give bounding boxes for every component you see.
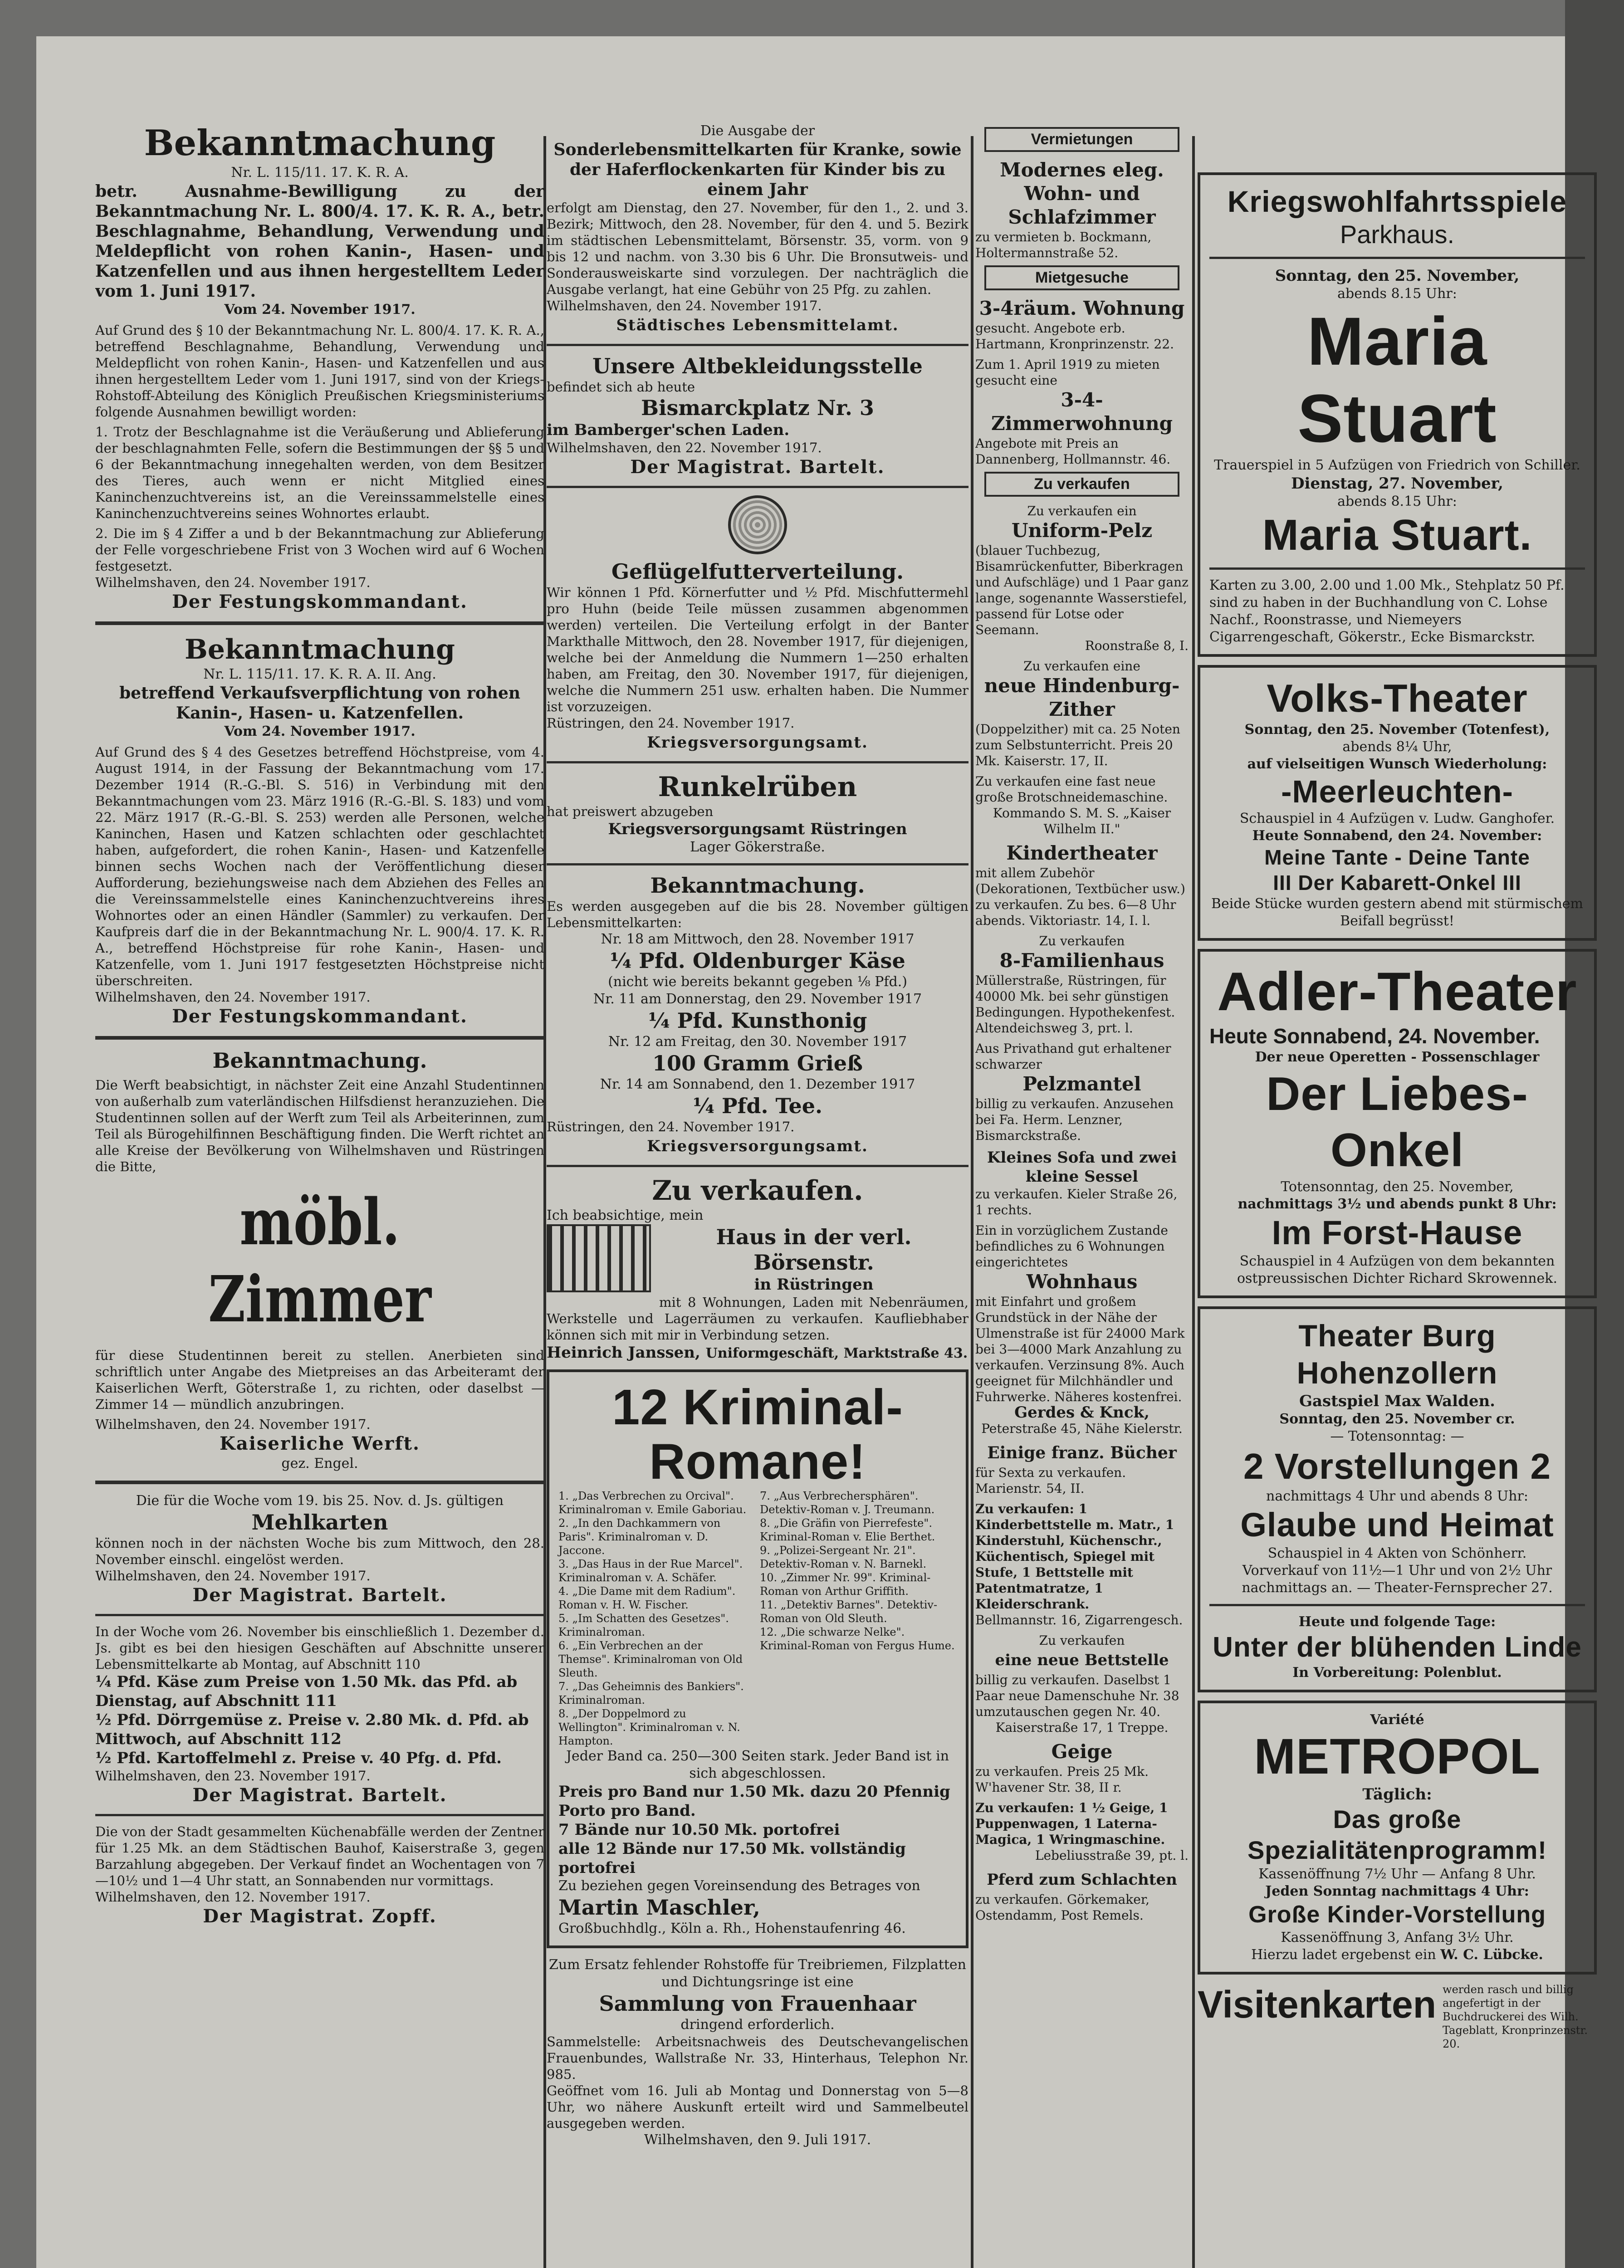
notice-address: Bismarckplatz Nr. 3 bbox=[641, 396, 874, 420]
divider bbox=[95, 1814, 544, 1816]
notice-signature-name: gez. Engel. bbox=[281, 1456, 358, 1471]
notice-text: Wir können 1 Pfd. Körnerfutter und ½ Pfd. Mischfuttermehl pro Huhn (beide Teile müssen zusammen abgenommen werden) verteilen. Die Verteilung erfolgt in der Banter Markthalle Mittwoch, den 28. November 1917, für diejenigen, welche bei der Anmeldung die Nummern 1—250 erhalten haben, am Freitag, den 30. November 1917, für diejenigen, welche die Nummern 251 usw. erhalten haben. Die Nummer ist vorzuzeigen. bbox=[547, 585, 969, 714]
ad-adler-theater bbox=[1198, 949, 1597, 1298]
ad-description: Trauerspiel in 5 Aufzügen von Friedrich von Schiller. bbox=[1214, 457, 1580, 473]
classified-text: Zu verkaufen: 1 Kinderbettstelle m. Matr., 1 Kinderstuhl, Küchenschr., Küchentisch, Spiegel mit Stufe, 1 Bettstelle mit Patentmatratze, 1 Kleiderschrank. bbox=[975, 1501, 1174, 1612]
ad-location: in Rüstringen bbox=[754, 1276, 874, 1294]
notice-signature: Kaiserliche Werft. bbox=[220, 1433, 420, 1454]
classified-ad bbox=[975, 1501, 1189, 1628]
notice-date: Vom 24. November 1917. bbox=[224, 723, 416, 739]
divider bbox=[547, 344, 969, 346]
ad-play-title: Glaube und Heimat bbox=[1240, 1506, 1554, 1544]
classified-ad bbox=[975, 1868, 1189, 1923]
notice-text: 2. Die im § 4 Ziffer a und b der Bekanntmachung zur Ablieferung der Felle vorgeschriebene Frist von 3 Wochen wird auf 6 Wochen festgesetzt. bbox=[95, 526, 544, 574]
ad-title: Visitenkarten bbox=[1198, 1983, 1437, 2026]
notice-text: Sammelstelle: Arbeitsnachweis des Deutschevangelischen Frauenbundes, Wallstraße Nr. 33, Hinterhaus, Telephon Nr. 985. bbox=[547, 2034, 969, 2082]
ad-text: mit 8 Wohnungen, Laden mit Nebenräumen, Werkstelle und Lagerräumen zu verkaufen. Kaufliebhaber können sich mit mir in Verbindung setzen. bbox=[547, 1295, 969, 1343]
classified-text: billig zu verkaufen. Daselbst 1 Paar neue Damenschuhe Nr. 38 umzutauschen gegen Nr. 40. bbox=[975, 1672, 1179, 1719]
ad-headline: 12 Kriminal-Romane! bbox=[612, 1379, 903, 1490]
classified-text: (Doppelzither) mit ca. 25 Noten zum Selbstunterricht. Preis 20 Mk. Kaiserstr. 17, II. bbox=[975, 722, 1180, 768]
classified-text: mit Einfahrt und großem Grundstück in der Nähe der Ulmenstraße ist für 24000 Mark bei 3—4000 Mark Anzahlung zu verkaufen. Verzinsung 8%. Auch geeignet für Milchhändler und Fuhrwerke. Näheres kostenfrei. bbox=[975, 1294, 1185, 1404]
column-2 bbox=[547, 122, 969, 2149]
notice-text: Die Werft beabsichtigt, in nächster Zeit eine Anzahl Studentinnen von außerhalb zum vaterländischen Hilfsdienst heranzuziehen. Die Studentinnen sollen auf der Werft zum Teil als Arbeiterinnen, zum Teil als Bürogehilfinnen Beschäftigung finden. Die Werft richtet an alle Kreise der Bevölkerung von Wilhelmshaven und Rüstringen die Bitte, bbox=[95, 1077, 544, 1174]
notice-signature: Der Magistrat. Zopff. bbox=[203, 1906, 437, 1927]
classified-text: billig zu verkaufen. Anzusehen bei Fa. Herm. Lenzner, Bismarckstraße. bbox=[975, 1096, 1174, 1143]
ad-program: Das große Spezialitätenprogramm! bbox=[1247, 1805, 1547, 1864]
ad-title: METROPOL bbox=[1254, 1729, 1541, 1784]
classified-title: Einige franz. Bücher bbox=[987, 1443, 1177, 1462]
notice-headline: möbl. Zimmer bbox=[208, 1185, 431, 1337]
ad-date: Sonntag, den 25. November (Totenfest), bbox=[1244, 722, 1550, 738]
novel-list-right: 7. „Aus Verbrechersphären". Detektiv-Roman v. J. Treumann. 8. „Die Gräfin von Pierrefeste". Kriminal-Roman v. Elie Berthet. 9. „Polizei-Sergeant Nr. 21". Detektiv-Roman v. N. Barnekl. 10. „Zimmer Nr. 99". Kriminal-Roman von Arthur Griffith. 11. „Detektiv Barnes". Detektiv-Roman von Old Sleuth. 12. „Die schwarze Nelke". Kriminal-Roman von Fergus Hume. bbox=[760, 1490, 955, 1652]
notice-address: Lager Gökerstraße. bbox=[690, 839, 825, 855]
ad-description: Schauspiel in 4 Aufzügen v. Ludw. Ganghofer. bbox=[1239, 811, 1555, 826]
notice-place: Rüstringen, den 24. November 1917. bbox=[547, 1119, 795, 1134]
notice-frauenhaar bbox=[547, 1956, 969, 2149]
notice-text: Die von der Stadt gesammelten Küchenabfälle werden der Zentner für 1.25 Mk. an dem Städtischen Bauhof, Kaiserstraße 3, gegen Barzahlung abgegeben. Der Verkauf findet an Wochentagen von 7—10½ und 1—4 Uhr statt, an Sonnabenden nur vormittags. bbox=[95, 1824, 544, 1888]
ad-title: Zu verkaufen. bbox=[652, 1175, 863, 1207]
classified-ad bbox=[975, 1441, 1189, 1496]
ad-date: Heute Sonnabend, 24. November. bbox=[1209, 1024, 1540, 1048]
house-illustration-icon bbox=[547, 1224, 651, 1292]
notice-place: Wilhelmshaven, den 24. November 1917. bbox=[95, 989, 371, 1005]
notice-signature: Kriegsversorgungsamt. bbox=[647, 1137, 868, 1155]
ad-date: Dienstag, 27. November, bbox=[1291, 474, 1503, 493]
ad-note: Täglich: bbox=[1362, 1785, 1432, 1804]
ad-description: Schauspiel in 4 Akten von Schönherr. bbox=[1267, 1545, 1527, 1561]
ad-note: Der neue Operetten - Possenschlager bbox=[1255, 1049, 1540, 1065]
notice-gefluegelfutter bbox=[547, 495, 969, 754]
classified-address: Kaiserstraße 17, 1 Treppe. bbox=[995, 1720, 1169, 1735]
ad-intro: Ich beabsichtige, mein bbox=[547, 1207, 704, 1223]
notice-item: 100 Gramm Grieß bbox=[652, 1051, 863, 1075]
classified-ad bbox=[975, 1740, 1189, 1795]
ad-haus-verkauf bbox=[547, 1174, 969, 1362]
classified-text: Müllerstraße, Rüstringen, für 40000 Mk. bei sehr günstigen Bedingungen. Hypothekenfest. Altendeichsweg 3, prt. l. bbox=[975, 973, 1175, 1036]
ad-description: Schauspiel in 4 Aufzügen von dem bekannten ostpreussischen Dichter Richard Skrowennek. bbox=[1237, 1253, 1558, 1286]
notice-title: Geflügelfutterverteilung. bbox=[611, 559, 904, 584]
classified-text: mit allem Zubehör (Dekorationen, Textbücher usw.) zu verkaufen. Zu bes. 6—8 Uhr abends. Viktoriastr. 14, I. l. bbox=[975, 865, 1185, 928]
ad-name: Heinrich Janssen, bbox=[547, 1344, 700, 1362]
notice-intro: Die Ausgabe der bbox=[700, 123, 815, 139]
divider bbox=[1209, 1604, 1585, 1606]
notice-place: Wilhelmshaven, den 24. November 1917. bbox=[547, 298, 822, 313]
ad-subtitle: Gastspiel Max Walden. bbox=[1299, 1392, 1496, 1410]
ad-note: auf vielseitigen Wunsch Wiederholung: bbox=[1247, 756, 1547, 772]
ad-date: Jeden Sonntag nachmittags 4 Uhr: bbox=[1265, 1883, 1529, 1899]
classified-ad bbox=[975, 357, 1189, 467]
classified-text: Zu verkaufen bbox=[1039, 1633, 1125, 1648]
ad-title: Theater Burg Hohenzollern bbox=[1296, 1319, 1498, 1390]
classified-address: Peterstraße 45, Nähe Kielerstr. bbox=[981, 1421, 1183, 1436]
notice-place: Wilhelmshaven, den 12. November 1917. bbox=[95, 1889, 371, 1905]
notice-intro: Die für die Woche vom 19. bis 25. Nov. d. Js. gültigen bbox=[136, 1493, 504, 1509]
classified-title: neue Hindenburg-Zither bbox=[984, 675, 1180, 720]
ad-time: Kassenöffnung 7½ Uhr — Anfang 8 Uhr. bbox=[1258, 1866, 1536, 1882]
ad-play-title: -Meerleuchten- bbox=[1281, 774, 1513, 809]
divider bbox=[1209, 257, 1585, 259]
notice-signature: Der Magistrat. Bartelt. bbox=[192, 1584, 447, 1606]
notice-text: erfolgt am Dienstag, den 27. November, für den 1., 2. und 3. Bezirk; Mittwoch, den 28. November, für den 4. und 5. Bezirk im städtischen Lebensmittelamt, Börsenstr. 35, vorm. von 9 bis 12 und nachm. von 3.30 bis 6 Uhr. Die Bronsutweis- und Sonderausweiskarte sind vorzulegen. Der nachträglich die Ausgabe verlangt, hat eine Gebühr von 25 Pfg. zu zahlen. bbox=[547, 200, 969, 297]
ad-price: 7 Bände nur 10.50 Mk. portofrei bbox=[558, 1821, 840, 1839]
ad-date: Totensonntag, den 25. November, bbox=[1281, 1179, 1514, 1195]
divider bbox=[95, 1036, 544, 1040]
notice-title: Runkelrüben bbox=[658, 771, 857, 803]
notice-signature: Der Magistrat. Bartelt. bbox=[192, 1784, 447, 1806]
notice-signature: Der Festungskommandant. bbox=[172, 1006, 468, 1027]
classified-ad bbox=[975, 297, 1189, 352]
classified-text: Zum 1. April 1919 zu mieten gesucht eine bbox=[975, 357, 1160, 388]
classified-text: zu vermieten b. Bockmann, Holtermannstraße 52. bbox=[975, 230, 1152, 260]
classified-text: zu verkaufen. Kieler Straße 26, 1 rechts. bbox=[975, 1187, 1178, 1217]
classified-title: eine neue Bettstelle bbox=[995, 1651, 1169, 1669]
ad-volks-theater bbox=[1198, 665, 1597, 941]
classified-address: Roonstraße 8, I. bbox=[1085, 638, 1189, 653]
classified-title: Kleines Sofa und zwei kleine Sessel bbox=[987, 1149, 1177, 1186]
ad-play-title: Maria Stuart bbox=[1297, 303, 1497, 456]
classified-ad bbox=[975, 933, 1189, 1036]
ad-time: abends 8.15 Uhr: bbox=[1337, 494, 1457, 509]
ad-invite: Hierzu ladet ergebenst ein bbox=[1251, 1947, 1436, 1963]
notice-place: Wilhelmshaven, den 24. November 1917. bbox=[95, 1568, 371, 1584]
notice-text: In der Woche vom 26. November bis einschließlich 1. Dezember d. Js. gibt es bei den hiesigen Geschäften auf Abschnitte unserer Lebensmittelkarte ab Montag, auf Abschnitt 110 bbox=[95, 1624, 544, 1672]
novel-list-left: 1. „Das Verbrechen zu Orcival". Kriminalroman v. Emile Gaboriau. 2. „In den Dachkammern von Paris". Kriminalroman v. D. Jaccone. 3. „Das Haus in der Rue Marcel". Kriminalroman v. A. Schäfer. 4. „Die Dame mit dem Radium". Roman v. H. W. Fischer. 5. „Im Schatten des Gesetzes". Kriminalroman. 6. „Ein Verbrechen an der Themse". Kriminalroman von Old Sleuth. 7. „Das Geheimnis des Bankiers". Kriminalroman. 8. „Der Doppelmord zu Wellington". Kriminalroman v. N. Hampton. bbox=[558, 1490, 747, 1747]
ad-program: Große Kinder-Vorstellung bbox=[1248, 1901, 1546, 1928]
notice-subject: betreffend Verkaufsverpflichtung von rohen Kanin-, Hasen- u. Katzenfellen. bbox=[119, 684, 521, 723]
column-rule bbox=[1192, 136, 1195, 2268]
classified-text: Zu verkaufen ein bbox=[1027, 503, 1137, 518]
ad-title: Adler-Theater bbox=[1217, 961, 1577, 1022]
notice-note: (nicht wie bereits bekannt gegeben ⅛ Pfd.) bbox=[608, 974, 907, 990]
ad-description: Beide Stücke wurden gestern abend mit stürmischem Beifall begrüsst! bbox=[1211, 896, 1584, 929]
notice-place: Rüstringen, den 24. November 1917. bbox=[547, 715, 795, 731]
notice-ausgabe bbox=[547, 873, 969, 1158]
ad-time: abends 8.15 Uhr: bbox=[1337, 286, 1457, 302]
divider bbox=[95, 1614, 544, 1616]
classified-text: Zu verkaufen eine bbox=[1023, 659, 1140, 674]
classified-text: Zu verkaufen eine fast neue große Brotschneidemaschine. bbox=[975, 774, 1168, 805]
notice-text: Geöffnet vom 16. Juli ab Montag und Donnerstag von 5—8 Uhr, wo nähere Auskunft erteilt wird und Sammelbeutel ausgegeben werden. bbox=[547, 2083, 969, 2131]
ad-presale: Vorverkauf von 11½—1 Uhr und von 2½ Uhr nachmittags an. — Theater-Fernsprecher 27. bbox=[1242, 1563, 1553, 1596]
classified-title: Uniform-Pelz bbox=[1011, 519, 1153, 542]
notice-line: Nr. 14 am Sonnabend, den 1. Dezember 1917 bbox=[600, 1076, 915, 1092]
notice-text: 1. Trotz der Beschlagnahme ist die Veräußerung und Ablieferung der beschlagnahmten Felle, sofern die Bestimmungen der §§ 5 und 6 der Bekanntmachung innegehalten werden, von dem Besitzer des Tieres, auch wenn er nicht Mitglied eines Kaninchenzuchtvereins ist, an die Vereinssammelstelle eines Kaninchenzuchtvereins seines Wohnortes erlaubt. bbox=[95, 424, 544, 521]
divider bbox=[547, 1165, 969, 1167]
notice-ref: Nr. L. 115/11. 17. K. R. A. II. Ang. bbox=[203, 666, 436, 682]
classified-text: Ein in vorzüglichem Zustande befindliches zu 6 Wohnungen eingerichtetes bbox=[975, 1223, 1168, 1270]
notice-werft-zimmer bbox=[95, 1048, 544, 1472]
notice-signature: Kriegsversorgungsamt. bbox=[647, 733, 868, 752]
classified-ad bbox=[975, 1633, 1189, 1735]
notice-place: Wilhelmshaven, den 24. November 1917. bbox=[95, 1417, 371, 1432]
classified-title: 3-4-Zimmerwohnung bbox=[991, 389, 1173, 435]
notice-item: ½ Pfd. Dörrgemüse z. Preise v. 2.80 Mk. d. Pfd. ab Mittwoch, auf Abschnitt 112 bbox=[95, 1711, 529, 1748]
classified-text: zu verkaufen. Preis 25 Mk. W'havener Str. 38, II r. bbox=[975, 1764, 1149, 1795]
divider bbox=[547, 863, 969, 865]
ad-prices: Karten zu 3.00, 2.00 und 1.00 Mk., Stehplatz 50 Pf. sind zu haben in der Buchhandlung von C. Lohse Nachf., Roonstrasse, und Niemeyers Cigarrengeschaft, Gökerstr., Ecke Bismarckstr. bbox=[1209, 577, 1565, 645]
ad-price: alle 12 Bände nur 17.50 Mk. vollständig portofrei bbox=[558, 1840, 906, 1877]
ad-date: Sonntag, den 25. November cr. bbox=[1279, 1411, 1515, 1427]
notice-item: ½ Pfd. Kartoffelmehl z. Preise v. 40 Pfg. d. Pfd. bbox=[95, 1749, 502, 1767]
notice-runkelrueben bbox=[547, 771, 969, 856]
classified-text: Zu verkaufen: 1 ½ Geige, 1 Puppenwagen, 1 Laterna-Magica, 1 Wringmaschine. bbox=[975, 1800, 1168, 1847]
classified-title: Kindertheater bbox=[1006, 842, 1158, 864]
section-vermietungen: Vermietungen bbox=[984, 127, 1179, 152]
column-rule bbox=[971, 136, 973, 2268]
section-zu-verkaufen: Zu verkaufen bbox=[984, 472, 1179, 497]
classified-address: Kommando S. M. S. „Kaiser Wilhelm II." bbox=[993, 806, 1171, 836]
ad-object: Haus in der verl. Börsenstr. bbox=[716, 1225, 912, 1275]
notice-text: Auf Grund des § 10 der Bekanntmachung Nr. L. 800/4. 17. K. R. A., betreffend Beschlagnahme, Behandlung, Verwendung und Meldepflicht von rohen Kanin-, Hasen- und Katzenfellen und aus ihnen hergestelltem Leder vom 1. Juni 1917, sind von der Kriegs-Rohstoff-Abteilung des Königlich Preußischen Kriegsministeriums folgende Ausnahmen bewilligt worden: bbox=[95, 323, 544, 420]
ad-time: Kassenöffnung 3, Anfang 3½ Uhr. bbox=[1281, 1930, 1514, 1945]
notice-kuechenabfaelle bbox=[95, 1823, 544, 1928]
notice-title: Bekanntmachung. bbox=[212, 1048, 427, 1073]
notice-signature: Städtisches Lebensmittelamt. bbox=[616, 316, 899, 334]
column-4-theater bbox=[1198, 122, 1597, 2051]
ad-date: Heute Sonnabend, den 24. November: bbox=[1252, 828, 1542, 844]
classified-text: Angebote mit Preis an Dannenberg, Hollmannstr. 46. bbox=[975, 436, 1171, 467]
ad-play-title: III Der Kabarett-Onkel III bbox=[1273, 871, 1521, 894]
classified-ad bbox=[975, 773, 1189, 837]
classified-title: 3-4räum. Wohnung bbox=[979, 297, 1185, 319]
notice-mehlkarten bbox=[95, 1492, 544, 1607]
notice-text: dringend erforderlich. bbox=[680, 2017, 835, 2033]
classified-ad bbox=[975, 658, 1189, 769]
notice-place: Wilhelmshaven, den 23. November 1917. bbox=[95, 1768, 371, 1784]
classified-title: Pferd zum Schlachten bbox=[987, 1871, 1177, 1889]
notice-fellen-verkauf bbox=[95, 633, 544, 1028]
notice-place: Wilhelmshaven, den 22. November 1917. bbox=[547, 440, 822, 455]
ad-play-title: Im Forst-Hause bbox=[1272, 1214, 1523, 1251]
notice-item: ¼ Pfd. Käse zum Preise von 1.50 Mk. das Pfd. ab Dienstag, auf Abschnitt 111 bbox=[95, 1673, 518, 1710]
classified-title: Modernes eleg. Wohn- und Schlafzimmer bbox=[1000, 159, 1164, 228]
ad-subtitle: Variété bbox=[1370, 1712, 1424, 1728]
divider bbox=[1209, 567, 1585, 570]
notice-item: ¼ Pfd. Tee. bbox=[692, 1094, 823, 1118]
notice-signature: Der Festungskommandant. bbox=[172, 591, 468, 612]
notice-title: Sammlung von Frauenhaar bbox=[599, 1991, 916, 2016]
ad-kriegswohlfahrtsspiele bbox=[1198, 172, 1597, 657]
classified-ad bbox=[975, 1222, 1189, 1437]
classified-ad bbox=[975, 1041, 1189, 1144]
ad-seller: Martin Maschler, bbox=[558, 1895, 760, 1920]
classified-text: für Sexta zu verkaufen. Marienstr. 54, II. bbox=[975, 1465, 1126, 1496]
classified-ad bbox=[975, 841, 1189, 929]
notice-signature: Der Magistrat. Bartelt. bbox=[630, 456, 885, 478]
ad-time: abends 8¼ Uhr, bbox=[1342, 739, 1452, 755]
ad-kriminalromane bbox=[547, 1369, 969, 1948]
notice-place: Wilhelmshaven, den 9. Juli 1917. bbox=[644, 2132, 871, 2148]
notice-line: Nr. 12 am Freitag, den 30. November 1917 bbox=[608, 1034, 907, 1050]
notice-altbekleidung bbox=[547, 353, 969, 479]
classified-name: Gerdes & Knck, bbox=[1014, 1403, 1150, 1422]
classified-text: (blauer Tuchbezug, Bisamrückenfutter, Biberkragen und Aufschläge) und 1 Paar ganz lange, sogenannte Wasserstiefel, passend für Lotse oder Seemann. bbox=[975, 543, 1189, 637]
notice-title: Bekanntmachung bbox=[144, 122, 496, 164]
ad-play-title: Maria Stuart. bbox=[1262, 511, 1532, 559]
classified-text: zu verkaufen. Görkemaker, Ostendamm, Post Remels. bbox=[975, 1892, 1150, 1923]
ad-time: nachmittags 4 Uhr und abends 8 Uhr: bbox=[1266, 1488, 1528, 1504]
ad-price-info: Zu beziehen gegen Voreinsendung des Betrages von bbox=[558, 1878, 920, 1894]
notice-item: ¼ Pfd. Oldenburger Käse bbox=[610, 948, 905, 973]
ad-play-title: Unter der blühenden Linde bbox=[1213, 1632, 1582, 1663]
notice-title: Sonderlebensmittelkarten für Kranke, sowie der Haferflockenkarten für Kinder bis zu einem Jahr bbox=[553, 140, 962, 199]
notice-place: Wilhelmshaven, den 24. November 1917. bbox=[95, 575, 371, 590]
ad-note: — Totensonntag: — bbox=[1330, 1428, 1464, 1444]
city-seal-icon bbox=[728, 495, 787, 554]
classified-title: Geige bbox=[1051, 1740, 1113, 1763]
ad-price-info: Jeder Band ca. 250—300 Seiten stark. Jeder Band ist in sich abgeschlossen. bbox=[566, 1748, 949, 1781]
notice-lebensmittel bbox=[95, 1623, 544, 1807]
ad-date: Heute und folgende Tage: bbox=[1298, 1614, 1496, 1630]
classified-title: Wohnhaus bbox=[1026, 1271, 1138, 1293]
classified-address: Lebeliusstraße 39, pt. l. bbox=[1035, 1848, 1189, 1863]
notice-line: Nr. 18 am Mittwoch, den 28. November 1917 bbox=[601, 931, 915, 947]
ad-price: Preis pro Band nur 1.50 Mk. dazu 20 Pfennig Porto pro Band. bbox=[558, 1783, 950, 1820]
ad-burg-hohenzollern bbox=[1198, 1306, 1597, 1692]
notice-text: Es werden ausgegeben auf die bis 28. November gültigen Lebensmittelkarten: bbox=[547, 899, 969, 930]
ad-play-title: Meine Tante - Deine Tante bbox=[1264, 846, 1530, 869]
ad-note: In Vorbereitung: Polenblut. bbox=[1292, 1665, 1502, 1681]
notice-intro: Zum Ersatz fehlender Rohstoffe für Treibriemen, Filzplatten und Dichtungsringe ist eine bbox=[548, 1957, 966, 1990]
classified-title: 8-Familienhaus bbox=[999, 949, 1164, 972]
column-3-classifieds bbox=[975, 122, 1189, 1928]
ad-owner: W. C. Lübcke. bbox=[1440, 1947, 1543, 1963]
notice-ref: Nr. L. 115/11. 17. K. R. A. bbox=[231, 165, 409, 181]
ad-seller-address: Großbuchhdlg., Köln a. Rh., Hohenstaufenring 46. bbox=[558, 1921, 906, 1936]
notice-date: Vom 24. November 1917. bbox=[224, 302, 416, 318]
ad-metropol bbox=[1198, 1701, 1597, 1975]
column-1 bbox=[95, 122, 544, 1928]
notice-signature: Kriegsversorgungsamt Rüstringen bbox=[608, 820, 907, 838]
ad-time: nachmittags 3½ und abends punkt 8 Uhr: bbox=[1238, 1196, 1557, 1212]
divider bbox=[95, 1481, 544, 1484]
divider bbox=[547, 761, 969, 763]
notice-text: hat preiswert abzugeben bbox=[547, 804, 714, 819]
section-mietgesuche: Mietgesuche bbox=[984, 265, 1179, 290]
divider bbox=[547, 486, 969, 488]
classified-text: Zu verkaufen bbox=[1039, 934, 1125, 948]
ad-subtitle: Parkhaus. bbox=[1340, 220, 1455, 249]
notice-fellen-bewilligung bbox=[95, 122, 544, 613]
notice-text: Auf Grund des § 4 des Gesetzes betreffend Höchstpreise, vom 4. August 1914, in der Fassung der Bekanntmachung vom 17. Dezember 1914 (R.-G.-Bl. S. 516) in Verbindung mit den Bekanntmachungen vom 23. März 1916 (R.-G.-Bl. S. 183) und vom 22. März 1917 (R.-G.-Bl. S. 253) werden alle Personen, welche Kaninchen, Hasen und Katzen schlachten oder geschlachtet haben, aufgefordert, die rohen Kanin-, Hasen- und Katzenfelle binnen sechs Wochen nach der Veröffentlichung dieser Aufforderung, beziehungsweise nach dem Abziehen des Felles an die Vereinssammelstelle eines Kaninchenzuchtvereins ihres Wohnortes oder an einen Händler (Sammler) zu verkaufen. Der Kaufpreis darf die in der Bekanntmachung Nr. L. 900/4. 17. K. R. A., betreffend Höchstpreise für rohe Kanin-, Hasen- und Katzenfelle, vom 1. Juni 1917 festgesetzten Höchstpreise nicht überschreiten. bbox=[95, 744, 544, 988]
notice-title: Bekanntmachung. bbox=[650, 873, 865, 898]
classified-ad bbox=[975, 1148, 1189, 1218]
classified-ad bbox=[975, 158, 1189, 261]
classified-address: Bellmannstr. 16, Zigarrengesch. bbox=[975, 1613, 1183, 1628]
ad-play-title: 2 Vorstellungen 2 bbox=[1243, 1446, 1551, 1486]
ad-title: Volks-Theater bbox=[1267, 677, 1528, 720]
notice-subject: betr. Ausnahme-Bewilligung zu der Bekanntmachung Nr. L. 800/4. 17. K. R. A., betr. Beschlagnahme, Behandlung, Verwendung und Meldepflicht von rohen Kanin-, Hasen- und Katzenfellen und aus ihnen hergestelltem Leder vom 1. Juni 1917. bbox=[95, 182, 544, 301]
notice-sonderkarten bbox=[547, 122, 969, 337]
notice-item: ¼ Pfd. Kunsthonig bbox=[648, 1008, 867, 1033]
classified-text: Aus Privathand gut erhaltener schwarzer bbox=[975, 1041, 1171, 1072]
notice-title: Unsere Altbekleidungsstelle bbox=[592, 354, 923, 378]
classified-ad bbox=[975, 503, 1189, 654]
ad-address: Uniformgeschäft, Marktstraße 43. bbox=[705, 1345, 968, 1361]
ad-play-title: Der Liebes-Onkel bbox=[1266, 1068, 1528, 1177]
notice-text: für diese Studentinnen bereit zu stellen. Anerbieten sind schriftlich unter Angabe des Mietpreises an das Arbeiteramt der Kaiserlichen Werft, Göterstraße 1, zu richten, oder daselbst — Zimmer 14 — mündlich anzubringen. bbox=[95, 1348, 544, 1412]
notice-address: im Bamberger'schen Laden. bbox=[547, 421, 790, 439]
ad-visitenkarten bbox=[1198, 1983, 1597, 2051]
notice-title: Bekanntmachung bbox=[184, 634, 455, 665]
notice-text: können noch in der nächsten Woche bis zum Mittwoch, den 28. November einschl. eingelöst werden. bbox=[95, 1535, 544, 1567]
notice-text: befindet sich ab heute bbox=[547, 379, 695, 395]
ad-date: Sonntag, den 25. November, bbox=[1275, 267, 1520, 285]
classified-text: gesucht. Angebote erb. Hartmann, Kronprinzenstr. 22. bbox=[975, 321, 1174, 352]
ad-text: werden rasch und billig angefertigt in der Buchdruckerei des Wilh. Tageblatt, Kronprinzenstr. 20. bbox=[1443, 1983, 1588, 2050]
classified-ad bbox=[975, 1800, 1189, 1863]
classified-title: Pelzmantel bbox=[1022, 1073, 1141, 1095]
notice-line: Nr. 11 am Donnerstag, den 29. November 1917 bbox=[593, 991, 922, 1007]
ad-title: Kriegswohlfahrtsspiele bbox=[1227, 185, 1567, 218]
notice-title: Mehlkarten bbox=[251, 1510, 388, 1535]
divider bbox=[95, 621, 544, 625]
